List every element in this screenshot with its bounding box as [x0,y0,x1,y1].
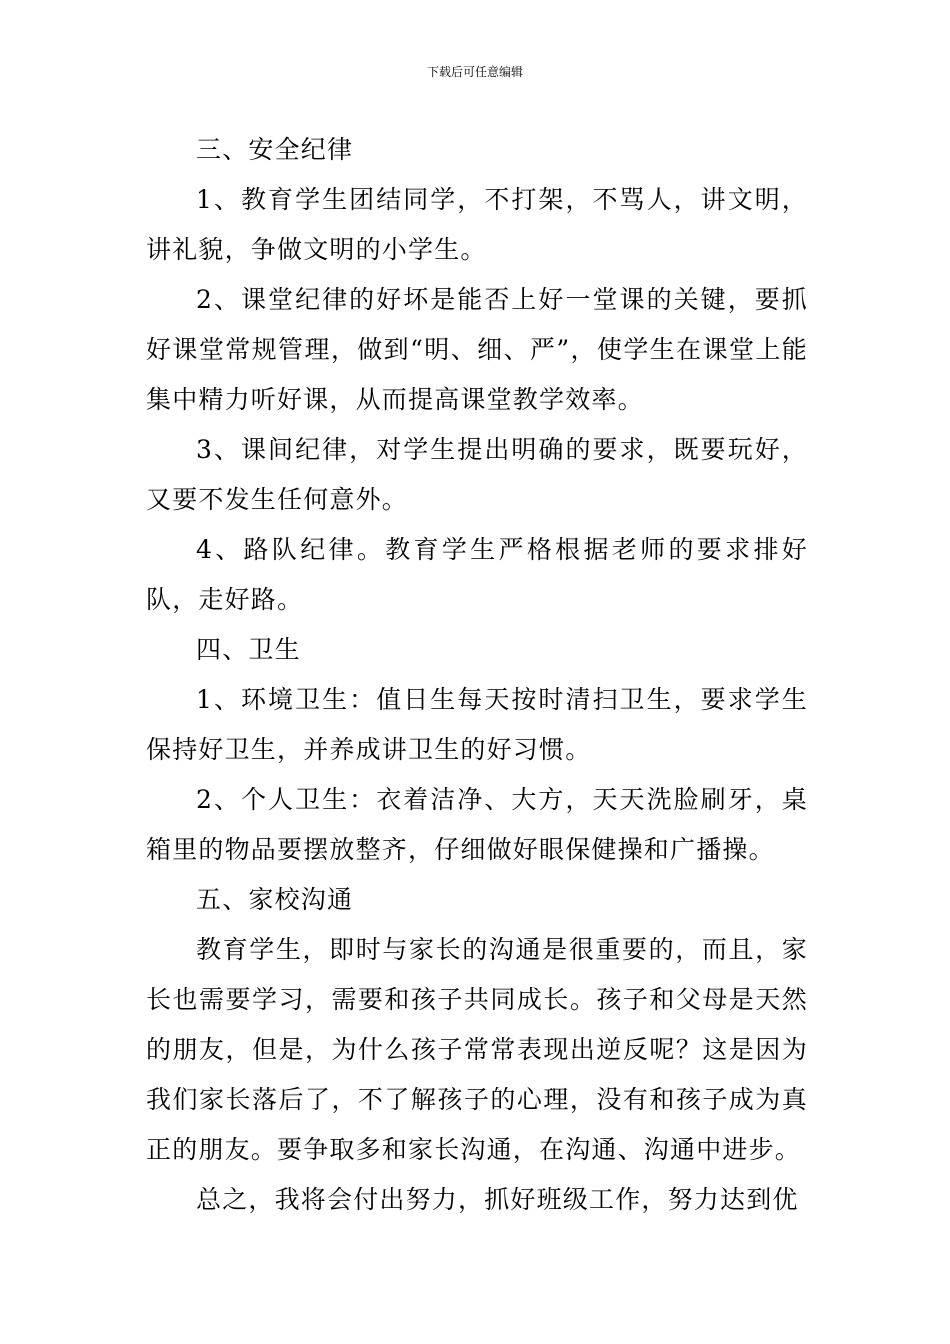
paragraph-unity: 1、教育学生团结同学，不打架，不骂人，讲文明，讲礼貌，争做文明的小学生。 [146,185,808,264]
paragraph-recess-discipline: 3、课间纪律，对学生提出明确的要求，既要玩好，又要不发生任何意外。 [146,435,808,514]
paragraph-home-school-communication: 教育学生，即时与家长的沟通是很重要的，而且，家长也需要学习，需要和孩子共同成长。孩子和父母是天然的朋友，但是，为什么孩子常常表现出逆反呢？这是因为我们家长落后了，不了解孩子的心理，没有和孩子成为真正的朋友。要争取多和家长沟通，在沟通、沟通中进步。 [146,935,808,1164]
document-body [146,125,808,1225]
section-heading-safety-discipline: 三、安全纪律 [196,135,354,164]
section-heading-home-school: 五、家校沟通 [196,885,354,914]
paragraph-environment-hygiene: 1、环境卫生：值日生每天按时清扫卫生，要求学生保持好卫生，并养成讲卫生的好习惯。 [146,685,808,764]
section-heading-hygiene: 四、卫生 [196,635,301,664]
page-header: 下载后可任意编辑 [426,65,523,79]
paragraph-personal-hygiene: 2、个人卫生：衣着洁净、大方，天天洗脸刷牙，桌箱里的物品要摆放整齐，仔细做好眼保健操和广播操。 [146,785,808,864]
paragraph-queue-discipline: 4、路队纪律。教育学生严格根据老师的要求排好队，走好路。 [146,535,808,614]
paragraph-classroom-discipline: 2、课堂纪律的好坏是能否上好一堂课的关键，要抓好课堂常规管理，做到“明、细、严”，使学生在课堂上能集中精力听好课，从而提高课堂教学效率。 [146,285,808,414]
paragraph-conclusion: 总之，我将会付出努力，抓好班级工作，努力达到优 [196,1185,799,1214]
